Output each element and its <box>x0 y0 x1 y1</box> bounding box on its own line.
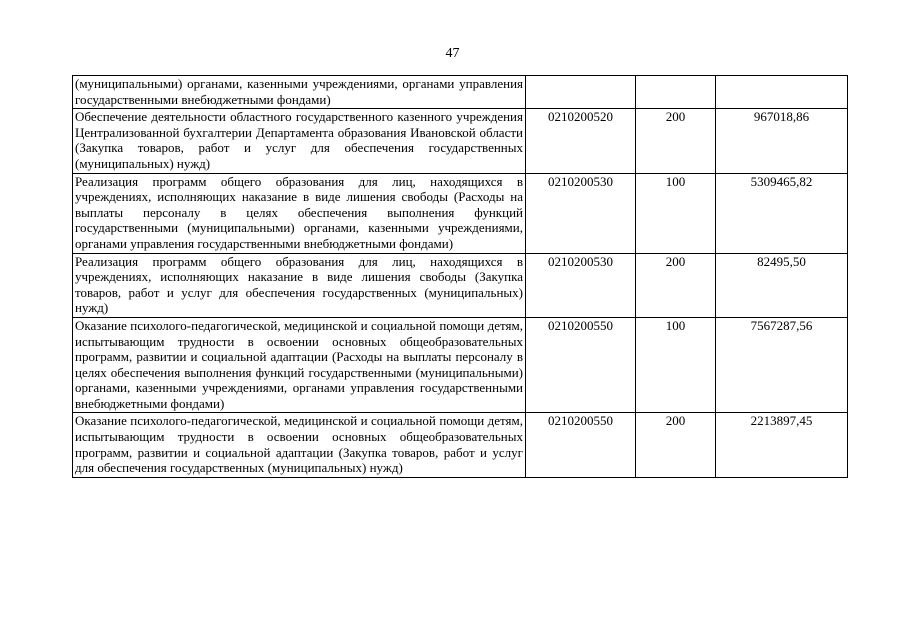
row-target-code: 0210200550 <box>526 317 636 413</box>
row-description: Оказание психолого-педагогической, медицинской и социальной помощи детям, испытывающим трудности в освоении основных общеобразовательных программ, развитии и социальной адаптации (Закупка товаров, работ и услуг для обеспечения государственных (муниципальных) нужд) <box>73 413 526 477</box>
row-description: (муниципальными) органами, казенными учреждениями, органами управления государственными внебюджетными фондами) <box>73 76 526 109</box>
table-row <box>73 76 848 109</box>
row-target-code <box>526 76 636 109</box>
row-amount: 2213897,45 <box>716 413 848 477</box>
table-row <box>73 413 848 477</box>
table-row <box>73 317 848 413</box>
row-description: Реализация программ общего образования для лиц, находящихся в учреждениях, исполняющих наказание в виде лишения свободы (Расходы на выплаты персоналу в целях обеспечения выполнения функций государственными (муниципальными) органами, казенными учреждениями, органами управления государственными внебюджетными фондами) <box>73 173 526 253</box>
budget-table <box>72 75 848 478</box>
table-row <box>73 173 848 253</box>
row-target-code: 0210200530 <box>526 173 636 253</box>
page-number: 47 <box>445 46 460 61</box>
row-expense-type: 200 <box>636 109 716 173</box>
row-expense-type <box>636 76 716 109</box>
row-amount: 82495,50 <box>716 253 848 317</box>
row-description: Оказание психолого-педагогической, медицинской и социальной помощи детям, испытывающим трудности в освоении основных общеобразовательных программ, развитии и социальной адаптации (Расходы на выплаты персоналу в целях обеспечения выполнения функций государственными (муниципальными) органами, казенными учреждениями, органами управления государственными внебюджетными фондами) <box>73 317 526 413</box>
table-row <box>73 109 848 173</box>
row-description: Реализация программ общего образования для лиц, находящихся в учреждениях, исполняющих наказание в виде лишения свободы (Закупка товаров, работ и услуг для обеспечения государственных (муниципальных) нужд) <box>73 253 526 317</box>
row-description: Обеспечение деятельности областного государственного казенного учреждения Централизованной бухгалтерии Департамента образования Ивановской области (Закупка товаров, работ и услуг для обеспечения государственных (муниципальных) нужд) <box>73 109 526 173</box>
row-expense-type: 100 <box>636 317 716 413</box>
row-amount: 967018,86 <box>716 109 848 173</box>
row-target-code: 0210200530 <box>526 253 636 317</box>
table-row <box>73 253 848 317</box>
row-expense-type: 200 <box>636 253 716 317</box>
row-expense-type: 100 <box>636 173 716 253</box>
row-amount: 5309465,82 <box>716 173 848 253</box>
row-amount <box>716 76 848 109</box>
row-target-code: 0210200520 <box>526 109 636 173</box>
row-expense-type: 200 <box>636 413 716 477</box>
row-target-code: 0210200550 <box>526 413 636 477</box>
row-amount: 7567287,56 <box>716 317 848 413</box>
